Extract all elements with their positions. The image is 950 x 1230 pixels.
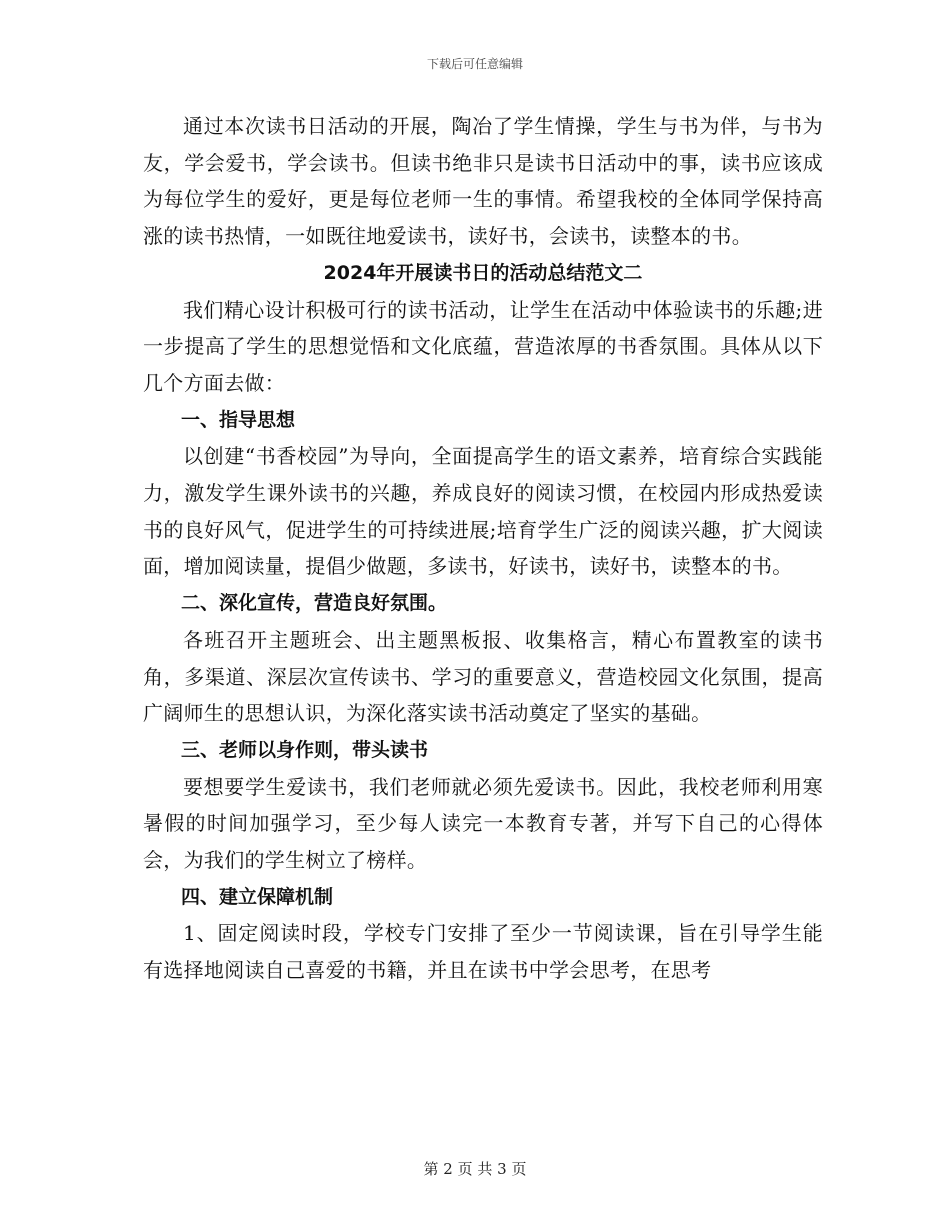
section-heading-4: 四、建立保障机制 [181,885,334,908]
paragraph-5: 要想要学生爱读书，我们老师就必须先爱读书。因此，我校老师利用寒暑假的时间加强学习，至少每人读完一本教育专著，并写下自己的心得体会，为我们的学生树立了榜样。 [143,774,823,873]
paragraph-1: 通过本次读书日活动的开展，陶冶了学生情操，学生与书为伴，与书为友，学会爱书，学会读书。但读书绝非只是读书日活动中的事，读书应该成为每位学生的爱好，更是每位老师一生的事情。希望我校的全体同学保持高涨的读书热情，一如既往地爱读书，读好书，会读书，读整本的书。 [143,114,823,249]
section-heading-3: 三、老师以身作则，带头读书 [181,738,429,761]
section-heading-2: 二、深化宣传，营造良好氛围。 [181,592,448,615]
section-heading-1: 一、指导思想 [181,408,296,431]
page-footer: 第 2 页 共 3 页 [423,1160,527,1178]
paragraph-3: 以创建“书香校园”为导向，全面提高学生的语文素养，培育综合实践能力，激发学生课外读书的兴趣，养成良好的阅读习惯，在校园内形成热爱读书的良好风气，促进学生的可持续进展;培育学生广泛的阅读兴趣，扩大阅读面，增加阅读量，提倡少做题，多读书，好读书，读好书，读整本的书。 [143,444,823,579]
paragraph-4: 各班召开主题班会、出主题黑板报、收集格言，精心布置教室的读书角，多渠道、深层次宣传读书、学习的重要意义，营造校园文化氛围，提高广阔师生的思想认识，为深化落实读书活动奠定了坚实的基础。 [143,627,823,726]
document-body [143,108,823,989]
paragraph-2: 我们精心设计积极可行的读书活动，让学生在活动中体验读书的乐趣;进一步提高了学生的思想觉悟和文化底蕴，营造浓厚的书香氛围。具体从以下几个方面去做： [143,297,823,395]
page-header: 下载后可任意编辑 [426,57,523,71]
paragraph-6: 1、固定阅读时段，学校专门安排了至少一节阅读课，旨在引导学生能有选择地阅读自己喜爱的书籍，并且在读书中学会思考，在思考 [143,921,823,983]
document-title: 2024年开展读书日的活动总结范文二 [323,261,643,284]
